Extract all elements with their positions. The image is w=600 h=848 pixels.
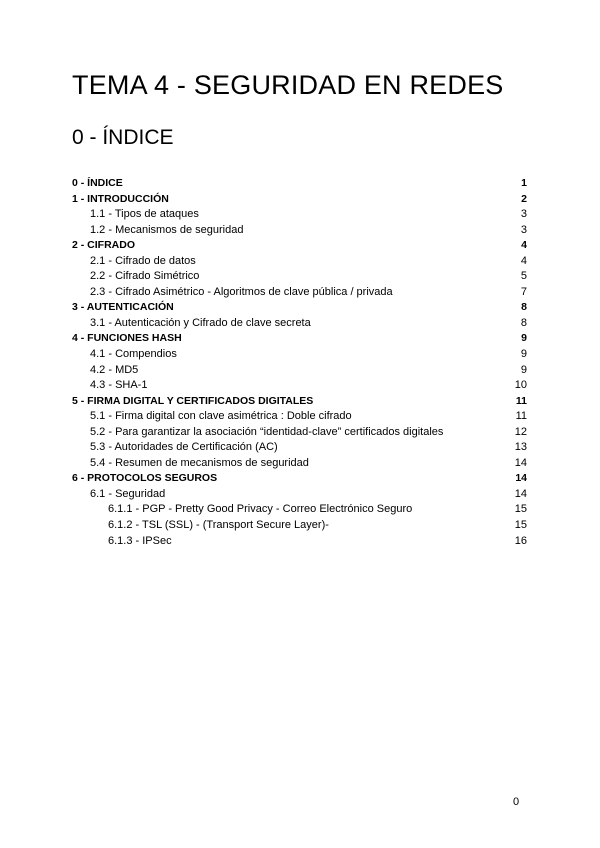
toc-entry[interactable]: [72, 269, 527, 285]
toc-entry-label: 6.1 - Seguridad: [90, 487, 166, 500]
toc-entry-label: 4.3 - SHA-1: [90, 379, 148, 392]
toc-entry-page: 7: [520, 285, 527, 298]
section-heading: 0 - ÍNDICE: [72, 126, 174, 149]
table-of-contents: [72, 176, 527, 549]
toc-entry-page: 5: [520, 270, 527, 283]
toc-entry-page: 14: [514, 487, 527, 500]
toc-entry[interactable]: [72, 176, 527, 192]
toc-entry-label: 1 - INTRODUCCIÓN: [72, 192, 169, 205]
toc-entry[interactable]: [72, 363, 527, 379]
toc-entry-page: 8: [521, 301, 527, 314]
toc-entry[interactable]: [72, 192, 527, 208]
toc-entry-label: 5.2 - Para garantizar la asociación “identidad-clave” certificados digitales: [90, 425, 444, 438]
toc-entry-label: 2 - CIFRADO: [72, 239, 135, 252]
toc-entry[interactable]: [72, 487, 527, 503]
toc-entry-page: 1: [521, 177, 527, 189]
toc-entry-label: 6 - PROTOCOLOS SEGUROS: [72, 472, 218, 485]
toc-entry-page: 11: [515, 410, 527, 423]
toc-entry-page: 12: [514, 425, 527, 438]
toc-entry-page: 2: [521, 192, 527, 205]
toc-entry[interactable]: [72, 394, 527, 410]
toc-entry[interactable]: [72, 518, 527, 534]
toc-entry-label: 2.3 - Cifrado Asimétrico - Algoritmos de clave pública / privada: [90, 285, 393, 298]
toc-entry-label: 4 - FUNCIONES HASH: [72, 332, 182, 345]
toc-entry-page: 10: [514, 379, 527, 392]
toc-entry-label: 1.1 - Tipos de ataques: [90, 208, 199, 221]
toc-entry[interactable]: [72, 534, 527, 550]
toc-entry[interactable]: [72, 285, 527, 301]
toc-entry[interactable]: [72, 316, 527, 332]
toc-entry-label: 3.1 - Autenticación y Cifrado de clave secreta: [90, 316, 311, 329]
toc-entry[interactable]: [72, 409, 527, 425]
toc-entry-label: 5.1 - Firma digital con clave asimétrica : Doble cifrado: [90, 410, 352, 423]
toc-entry-label: 4.1 - Compendios: [90, 348, 177, 361]
toc-entry[interactable]: [72, 425, 527, 441]
toc-entry-label: 6.1.2 - TSL (SSL) - (Transport Secure Layer)-: [108, 519, 329, 532]
toc-entry-label: 3 - AUTENTICACIÓN: [72, 301, 174, 314]
toc-entry[interactable]: [72, 223, 527, 239]
toc-entry[interactable]: [72, 440, 527, 456]
toc-entry-label: 5.3 - Autoridades de Certificación (AC): [90, 441, 278, 454]
toc-entry-page: 9: [521, 332, 527, 345]
toc-entry-page: 9: [520, 363, 527, 376]
toc-entry[interactable]: [72, 456, 527, 472]
toc-entry-page: 13: [514, 441, 527, 454]
toc-entry[interactable]: [72, 378, 527, 394]
toc-entry-label: 4.2 - MD5: [90, 363, 139, 376]
toc-entry-label: 5 - FIRMA DIGITAL Y CERTIFICADOS DIGITALES: [72, 394, 314, 407]
toc-entry-page: 8: [520, 316, 527, 329]
toc-entry[interactable]: [72, 331, 527, 347]
toc-entry-page: 15: [514, 519, 527, 532]
toc-entry-label: 1.2 - Mecanismos de seguridad: [90, 223, 244, 236]
toc-entry-page: 14: [514, 456, 527, 469]
toc-entry[interactable]: [72, 207, 527, 223]
toc-entry-page: 11: [515, 394, 527, 407]
toc-entry-page: 14: [515, 472, 527, 485]
toc-entry-page: 16: [514, 534, 527, 547]
toc-entry-label: 6.1.3 - IPSec: [108, 534, 172, 547]
toc-entry[interactable]: [72, 471, 527, 487]
toc-entry[interactable]: [72, 254, 527, 270]
toc-entry[interactable]: [72, 347, 527, 363]
toc-entry-page: 3: [520, 208, 527, 221]
toc-entry-label: 6.1.1 - PGP - Pretty Good Privacy - Correo Electrónico Seguro: [108, 503, 413, 516]
toc-entry-page: 15: [514, 503, 527, 516]
toc-entry-label: 5.4 - Resumen de mecanismos de seguridad: [90, 456, 309, 469]
toc-entry[interactable]: [72, 300, 527, 316]
toc-entry-page: 4: [521, 239, 527, 252]
document-title: TEMA 4 - SEGURIDAD EN REDES: [72, 70, 504, 100]
toc-entry-label: 2.1 - Cifrado de datos: [90, 254, 196, 267]
toc-entry[interactable]: [72, 238, 527, 254]
page-number: 0: [513, 796, 520, 808]
toc-entry-label: 0 - ÍNDICE: [72, 177, 123, 189]
toc-entry-page: 4: [520, 254, 527, 267]
toc-entry-page: 9: [520, 348, 527, 361]
toc-entry-label: 2.2 - Cifrado Simétrico: [90, 270, 200, 283]
toc-entry-page: 3: [520, 223, 527, 236]
toc-entry[interactable]: [72, 502, 527, 518]
